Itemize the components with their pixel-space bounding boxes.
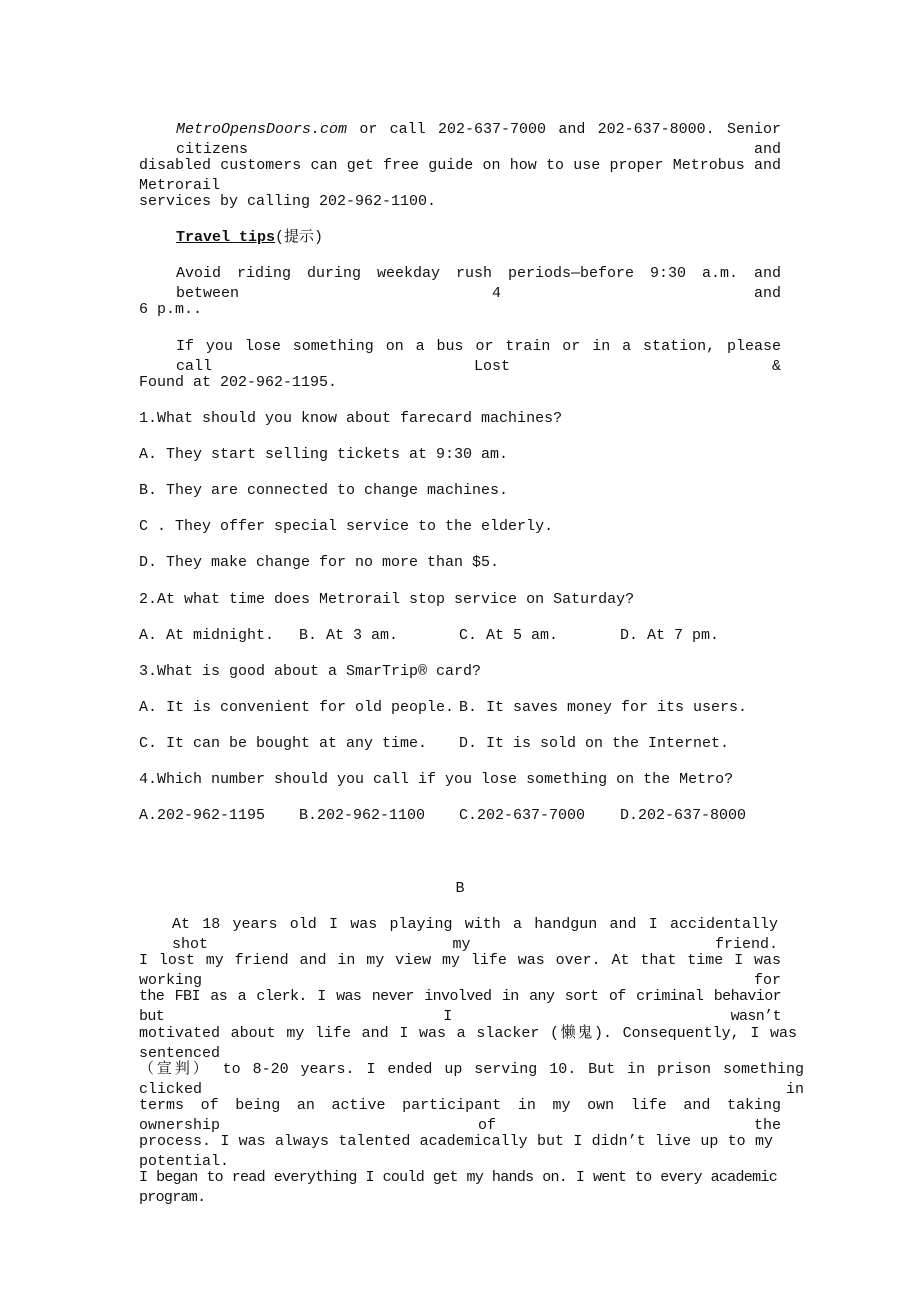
paragraph-line: I began to read everything I could get my hands on. I went to every academic program. (139, 1169, 777, 1206)
question-stem: 3.What is good about a SmarTrip® card? (139, 663, 482, 680)
option: B.202-962-1100 (299, 807, 426, 824)
question-stem: 2.At what time does Metrorail stop service on Saturday? (139, 591, 635, 608)
question-stem: 4.Which number should you call if you lose something on the Metro? (139, 771, 734, 788)
question-stem: 1.What should you know about farecard machines? (139, 410, 563, 427)
option: D.202-637-8000 (620, 807, 747, 824)
paragraph-line: Avoid riding during weekday rush periods—before 9:30 a.m. and between 4 and (176, 265, 781, 302)
paragraph-line: motivated about my life and I was a slacker (懒鬼). Consequently, I was sentenced (139, 1025, 797, 1062)
paragraph-line: terms of being an active participant in my own life and taking ownership of the (139, 1097, 781, 1134)
options-row (139, 626, 781, 646)
website-link: MetroOpensDoors.com (176, 121, 348, 138)
heading-text: Travel tips (176, 229, 276, 246)
paragraph-line: process. I was always talented academically but I didn’t live up to my potential. (139, 1133, 773, 1170)
option: D. They make change for no more than $5. (139, 554, 500, 571)
option: D. At 7 pm. (620, 627, 720, 644)
paragraph-line: I lost my friend and in my view my life was over. At that time I was working for (139, 952, 781, 989)
option: C.202-637-7000 (459, 807, 586, 824)
paragraph-line: services by calling 202-962-1100. (139, 193, 437, 210)
paragraph-line: At 18 years old I was playing with a handgun and I accidentally shot my friend. (172, 916, 778, 953)
paragraph-line: disabled customers can get free guide on how to use proper Metrobus and Metrorail (139, 157, 781, 194)
heading-note: (提示) (275, 229, 324, 246)
options-row (139, 734, 781, 754)
section-heading (176, 228, 781, 248)
options-row (139, 806, 781, 826)
paragraph-line: （宣判） to 8‐20 years. I ended up serving 10. But in prison something clicked in (139, 1061, 804, 1098)
option: A. It is convenient for old people. (139, 699, 455, 716)
option: A. They start selling tickets at 9:30 am. (139, 446, 509, 463)
option: B. At 3 am. (299, 627, 399, 644)
option: A. At midnight. (139, 627, 275, 644)
option: C. It can be bought at any time. (139, 735, 428, 752)
option: A.202-962-1195 (139, 807, 266, 824)
paragraph-line: Found at 202-962-1195. (139, 374, 338, 391)
option: B. They are connected to change machines. (139, 482, 509, 499)
option: C . They offer special service to the elderly. (139, 518, 554, 535)
paragraph-line: If you lose something on a bus or train or in a station, please call Lost & (176, 338, 781, 375)
paragraph-line (176, 120, 781, 160)
option: D. It is sold on the Internet. (459, 735, 730, 752)
option: C. At 5 am. (459, 627, 559, 644)
options-row (139, 698, 781, 718)
section-label: B (455, 880, 465, 897)
paragraph-line: 6 p.m.. (139, 301, 203, 318)
option: B. It saves money for its users. (459, 699, 748, 716)
text: or call 202-637-7000 and 202-637-8000. Senior citizens and (176, 121, 781, 158)
paragraph-line: the FBI as a clerk. I was never involved in any sort of criminal behavior but I wasn’t (139, 988, 781, 1025)
